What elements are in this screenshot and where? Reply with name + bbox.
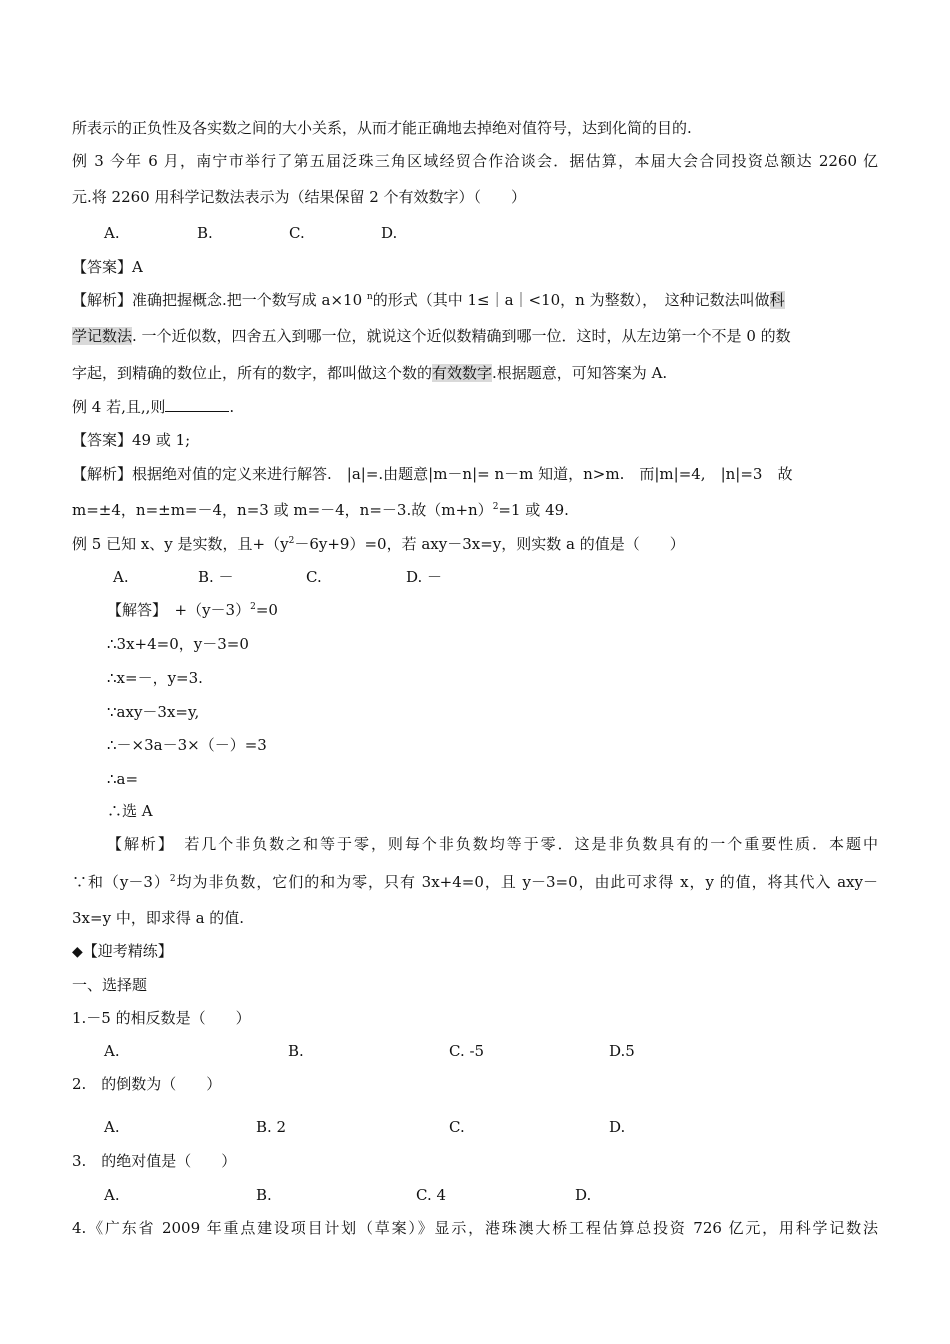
analysis-line: [72, 290, 878, 310]
question-2-stem: 2. 的倒数为（ ）: [72, 1075, 222, 1093]
analysis-text: 字起，到精确的数位止，所有的数字，都叫做这个数的: [72, 364, 433, 382]
option-d: D.: [575, 1186, 592, 1204]
fill-blank: [165, 397, 229, 412]
analysis-line: [72, 872, 878, 892]
example-3-line-2: 元.将 2260 用科学记数法表示为（结果保留 2 个有效数字）（ ）: [72, 188, 527, 206]
example-3-line-1: 例 3 今年 6 月，南宁市举行了第五届泛珠三角区域经贸合作洽谈会．据估算，本届大会合同投资总额达 2260 亿: [72, 152, 878, 170]
highlighted-term: 有效数字: [432, 364, 493, 382]
exponent: 2: [288, 536, 295, 546]
option-b: B.: [288, 1042, 304, 1060]
option-d: D.5: [609, 1042, 635, 1060]
solution-step: ∴3x+4=0，y－3=0: [107, 635, 249, 653]
period: .: [229, 398, 235, 416]
subsection-heading: 一、选择题: [72, 976, 148, 994]
example-5-line-1: [72, 534, 878, 554]
analysis-text: ∵和（y－3）: [72, 873, 170, 891]
option-a: A.: [113, 568, 129, 586]
solution-step: ∵axy－3x=y,: [107, 703, 200, 721]
analysis-line: 【解析】根据绝对值的定义来进行解答. |a|=.由题意|m－n|= n－m 知道，n>m. 而|m|=4, |n|=3 故: [72, 465, 793, 483]
exponent: 2: [169, 874, 176, 884]
analysis-text: =1 或 49.: [498, 501, 569, 519]
option-a: A.: [104, 1042, 120, 1060]
solution-step: ∴－×3a－3×（－）=3: [107, 736, 267, 754]
solution-text: 【解答】 +（y－3）: [107, 601, 251, 619]
section-title: 【迎考精练】: [82, 942, 173, 960]
question-1-stem: 1.－5 的相反数是（ ）: [72, 1009, 251, 1027]
example-4-line-1: [72, 397, 878, 417]
example-5-text: －6y+9）=0，若 axy－3x=y，则实数 a 的值是（ ）: [294, 535, 685, 553]
analysis-text: m=±4，n=±m=－4，n=3 或 m=－4，n=－3.故（m+n）: [72, 501, 493, 519]
analysis-text: 均为非负数，它们的和为零，只有 3x+4=0，且 y－3=0，由此可求得 x，y 的值，将其代入 axy－: [175, 873, 878, 891]
option-b: B. －: [198, 568, 234, 586]
answer-line: 【答案】49 或 1;: [72, 431, 191, 449]
diamond-bullet-icon: ◆: [72, 944, 83, 960]
text-line: 所表示的正负性及各实数之间的大小关系，从而才能正确地去掉绝对值符号，达到化简的目的.: [72, 119, 692, 137]
option-b: B.: [256, 1186, 272, 1204]
option-a: A.: [104, 1186, 120, 1204]
option-d: D. －: [406, 568, 443, 586]
question-4-stem: 4.《广东省 2009 年重点建设项目计划（草案）》显示，港珠澳大桥工程估算总投资 726 亿元，用科学记数法: [72, 1219, 878, 1237]
analysis-line: [72, 500, 878, 520]
option-d: D.: [609, 1118, 626, 1136]
analysis-text: 【解析】准确把握概念.把一个数写成 a×10: [72, 291, 367, 309]
analysis-line: 【解析】 若几个非负数之和等于零，则每个非负数均等于零．这是非负数具有的一个重要性质．本题中: [107, 835, 878, 853]
section-heading: [72, 941, 878, 962]
solution-label: [107, 600, 278, 620]
option-b: B. 2: [256, 1118, 287, 1136]
solution-step: ∴选 A: [107, 802, 153, 820]
option-d: D.: [381, 224, 398, 242]
highlighted-term: 学记数法: [72, 327, 133, 345]
example-4-text: 例 4 若,且,,则: [72, 398, 166, 416]
example-5-text: 例 5 已知 x、y 是实数，且+（y: [72, 535, 289, 553]
option-c: C. -5: [449, 1042, 485, 1060]
solution-step: ∴x=－，y=3.: [107, 669, 203, 687]
analysis-text: .根据题意，可知答案为 A.: [492, 364, 668, 382]
option-c: C.: [289, 224, 305, 242]
analysis-line: [72, 326, 878, 346]
option-c: C. 4: [416, 1186, 447, 1204]
answer-line: 【答案】A: [72, 258, 143, 276]
highlighted-term: 科: [769, 291, 785, 309]
analysis-text: 的形式（其中 1≤｜a｜<10，n 为整数）， 这种记数法叫做: [372, 291, 770, 309]
option-a: A.: [104, 224, 120, 242]
analysis-text: . 一个近似数，四舍五入到哪一位，就说这个近似数精确到哪一位．这时，从左边第一个不是 0 的数: [132, 327, 791, 345]
exponent: n: [366, 292, 373, 302]
analysis-line: 3x=y 中，即求得 a 的值.: [72, 909, 245, 927]
exponent: 2: [250, 602, 256, 612]
analysis-line: [72, 363, 878, 383]
option-b: B.: [197, 224, 213, 242]
question-3-stem: 3. 的绝对值是（ ）: [72, 1152, 237, 1170]
option-c: C.: [306, 568, 322, 586]
option-c: C.: [449, 1118, 465, 1136]
exponent: 2: [492, 502, 499, 512]
option-a: A.: [104, 1118, 120, 1136]
solution-text: =0: [255, 601, 278, 619]
solution-step: ∴a=: [107, 770, 139, 788]
